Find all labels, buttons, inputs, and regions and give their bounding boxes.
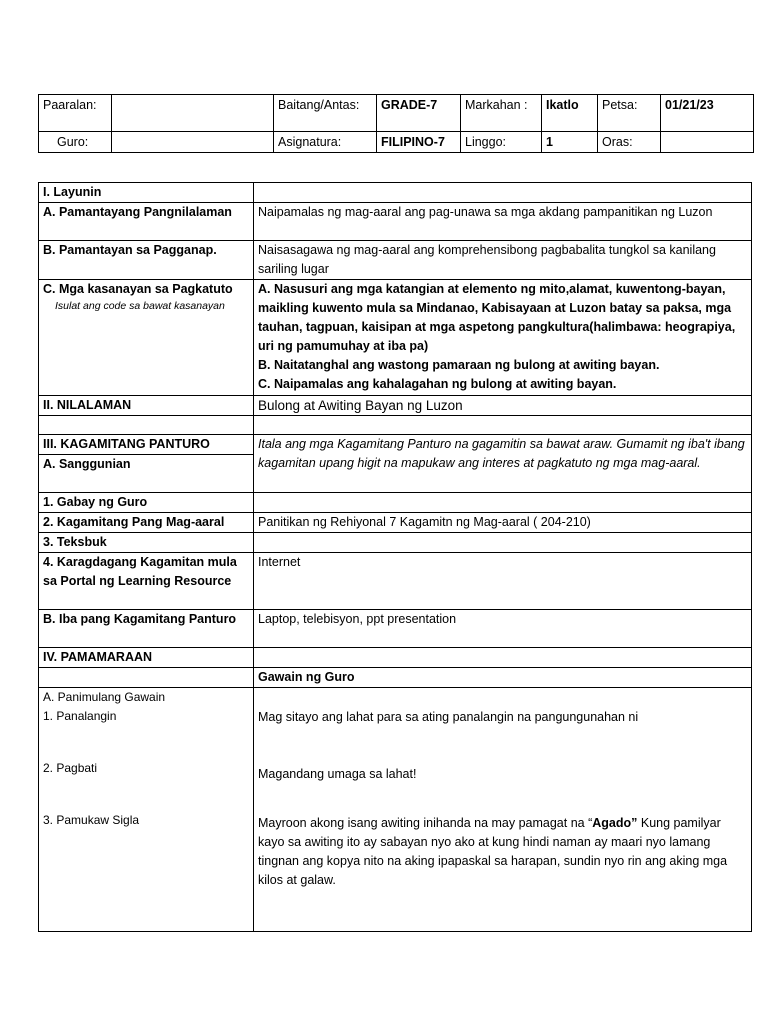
markahan-value: Ikatlo [542, 95, 598, 132]
sanggunian-label: A. Sanggunian [39, 455, 254, 493]
nilalaman-value: Bulong at Awiting Bayan ng Luzon [254, 396, 752, 416]
oras-value [661, 132, 754, 153]
song-title: Agado” [592, 816, 638, 830]
kasanayan-c: C. Naipamalas ang kahalagahan ng bulong at awiting bayan. [258, 377, 617, 391]
nilalaman-heading: II. NILALAMAN [39, 396, 254, 416]
pagbati-text: Magandang umaga sa lahat! [258, 767, 417, 781]
oras-label: Oras: [598, 132, 661, 153]
pamukaw-sigla-text [258, 814, 747, 890]
karagdagan-label: 4. Karagdagang Kagamitan mula sa Portal ng Learning Resource [39, 553, 254, 610]
pamukaw-sigla-label: 3. Pamukaw Sigla [43, 813, 140, 827]
baitang-label: Baitang/Antas: [274, 95, 377, 132]
pagbati-label: 2. Pagbati [43, 761, 98, 775]
pamantayan-pagganap-value: Naisasagawa ng mag-aaral ang komprehensibong pagbabalita tungkol sa kanilang sariling lugar [254, 241, 752, 280]
guro-label: Guro: [39, 132, 112, 153]
pamantayang-pangnilalaman-label: A. Pamantayang Pangnilalaman [39, 203, 254, 241]
kasanayan-label: C. Mga kasanayan sa Pagkatuto [43, 282, 233, 296]
linggo-label: Linggo: [461, 132, 542, 153]
gabay-guro-value [254, 493, 752, 513]
blank-row-right [254, 416, 752, 435]
panimula-label: A. Panimulang Gawain [43, 690, 166, 704]
paaralan-label: Paaralan: [39, 95, 112, 132]
paaralan-value [112, 95, 274, 132]
asignatura-label: Asignatura: [274, 132, 377, 153]
teksbuk-value [254, 533, 752, 553]
guro-value [112, 132, 274, 153]
layunin-blank [254, 183, 752, 203]
panimula-steps [39, 688, 254, 932]
pamamaraan-blank [254, 648, 752, 668]
kasanayan-a: A. Nasusuri ang mga katangian at elemento ng mito,alamat, kuwentong-bayan, maikling kuwento mula sa Mindanao, Kabisayaan at Luzon batay sa paksa, mga tauhan, tagpuan, kaisipan at mga aspetong pangkultura(halimbawa: heograpiya, uri ng pamumuhay at iba pa) [258, 282, 736, 353]
pamantayan-pagganap-label: B. Pamantayan sa Pagganap. [39, 241, 254, 280]
markahan-label: Markahan : [461, 95, 542, 132]
petsa-label: Petsa: [598, 95, 661, 132]
pamantayang-pangnilalaman-value: Naipamalas ng mag-aaral ang pag-unawa sa mga akdang pampanitikan ng Luzon [254, 203, 752, 241]
layunin-heading: I. Layunin [39, 183, 254, 203]
baitang-value: GRADE-7 [377, 95, 461, 132]
gawain-blank-left [39, 668, 254, 688]
gawain-guro-heading: Gawain ng Guro [254, 668, 752, 688]
kagamitan-mag-aaral-value: Panitikan ng Rehiyonal 7 Kagamitn ng Mag-aaral ( 204-210) [254, 513, 752, 533]
karagdagan-value: Internet [254, 553, 752, 610]
header-table [38, 94, 754, 153]
blank-row-left [39, 416, 254, 435]
iba-kagamitan-value: Laptop, telebisyon, ppt presentation [254, 610, 752, 648]
panalangin-label: 1. Panalangin [43, 709, 117, 723]
kagamitan-heading: III. KAGAMITANG PANTURO [39, 435, 254, 455]
iba-kagamitan-label: B. Iba pang Kagamitang Panturo [39, 610, 254, 648]
kagamitan-mag-aaral-label: 2. Kagamitang Pang Mag-aaral [39, 513, 254, 533]
asignatura-value: FILIPINO-7 [377, 132, 461, 153]
gabay-guro-label: 1. Gabay ng Guro [39, 493, 254, 513]
kasanayan-b: B. Naitatanghal ang wastong pamaraan ng bulong at awiting bayan. [258, 358, 660, 372]
pamukaw-text-after: Kung pamilyar kayo sa awiting ito ay sabayan nyo ako at kung hindi naman ay maari nyo lamang tingnan ang kopya nito na aking ipapaskal sa harapan, sundin nyo rin ang aking mga kilos at galaw. [258, 816, 728, 887]
petsa-value: 01/21/23 [661, 95, 754, 132]
lesson-plan-table [38, 182, 752, 932]
linggo-value: 1 [542, 132, 598, 153]
kasanayan-values [254, 280, 752, 396]
pamamaraan-heading: IV. PAMAMARAAN [39, 648, 254, 668]
kasanayan-note: Isulat ang code sa bawat kasanayan [55, 300, 225, 312]
panalangin-text: Mag sitayo ang lahat para sa ating panalangin na pangungunahan ni [258, 710, 639, 724]
kasanayan-cell [39, 280, 254, 396]
kagamitan-note: Itala ang mga Kagamitang Panturo na gagamitin sa bawat araw. Gumamit ng iba't ibang kagamitan upang higit na mapukaw ang interes at pagkatuto ng mga mag-aaral. [254, 435, 752, 493]
pamukaw-text-before: Mayroon akong isang awiting inihanda na may pamagat na “ [258, 816, 593, 830]
teksbuk-label: 3. Teksbuk [39, 533, 254, 553]
panimula-gawain-guro [254, 688, 752, 932]
